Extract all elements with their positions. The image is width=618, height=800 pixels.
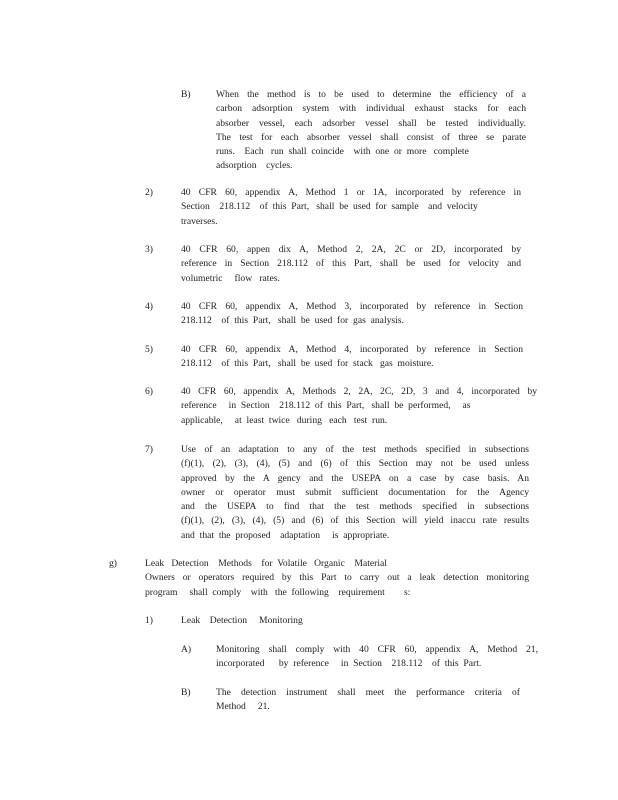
text-line: Method 21. [216, 701, 270, 713]
paragraph-3-method-2 [181, 243, 521, 286]
item-label-4: 4) [145, 301, 153, 312]
text-line: reference in Section 218.112 of this Part, shall be used for velocity and [181, 258, 521, 270]
text-line: 218.112 of this Part, shall be used for stack gas moisture. [181, 358, 434, 370]
text-line: 40 CFR 60, appendix A, Method 4, incorporated by reference in Section [181, 344, 523, 355]
text-line: 40 CFR 60, appendix A, Method 1 or 1A, incorporated by reference in [181, 187, 521, 198]
text-line: Owners or operators required by this Part to carry out a leak detection monitoring [145, 572, 529, 584]
text-line: adsorption cycles. [216, 160, 293, 172]
section-label-g: g) [109, 558, 117, 569]
text-line: 40 CFR 60, appendix A, Method 3, incorporated by reference in Section [181, 301, 523, 312]
text-line: traverses. [181, 215, 218, 227]
item-label-3: 3) [145, 244, 153, 255]
paragraph-2-method-1 [181, 186, 521, 229]
item-label-7: 7) [145, 444, 153, 455]
text-line: approved by the A gency and the USEPA on a case by case basis. An [181, 472, 529, 484]
subsection-heading-monitoring [181, 614, 381, 628]
text-line: program shall comply with the following requirement s: [145, 586, 411, 598]
text-line: volumetric flow rates. [181, 272, 280, 284]
text-line: 218.112 of this Part, shall be used for gas analysis. [181, 315, 404, 327]
paragraph-a-method-21 [216, 643, 538, 672]
text-line: (f)(1), (2), (3), (4), (5) and (6) of this Section will yield inaccu rate results [181, 515, 529, 527]
item-label-g-1: 1) [145, 615, 153, 626]
text-line: Section 218.112 of this Part, shall be used for sample and velocity [181, 201, 478, 213]
item-label-5: 5) [145, 344, 153, 355]
text-line: 40 CFR 60, appen dix A, Method 2, 2A, 2C or 2D, incorporated by [181, 244, 521, 255]
item-label-6: 6) [145, 386, 153, 397]
text-line: The test for each absorber vessel shall consist of three se parate [216, 131, 526, 143]
paragraph-5-method-4 [181, 343, 523, 372]
text-line: 40 CFR 60, appendix A, Methods 2, 2A, 2C, 2D, 3 and 4, incorporated by [181, 386, 537, 397]
text-line: Monitoring shall comply with 40 CFR 60, appendix A, Method 21, [216, 644, 538, 655]
text-line: owner or operator must submit sufficient documentation for the Agency [181, 486, 529, 498]
text-line: (f)(1), (2), (3), (4), (5) and (6) of this Section may not be used unless [181, 458, 529, 470]
item-label-b-detection: B) [181, 687, 191, 698]
text-line: The detection instrument shall meet the performance criteria of [216, 687, 520, 698]
text-line: incorporated by reference in Section 218.112 of this Part. [216, 658, 482, 670]
text-line: carbon adsorption system with individual exhaust stacks for each [216, 103, 526, 115]
paragraph-7-adaptation [181, 443, 529, 543]
paragraph-6-methods [181, 385, 537, 428]
section-heading: Leak Detection Methods for Volatile Organic Material [145, 558, 387, 569]
text-line: and that the proposed adaptation is appropriate. [181, 529, 390, 541]
item-label-a: A) [181, 644, 192, 655]
text-line: applicable, at least twice during each test run. [181, 414, 388, 426]
text-line: Use of an adaptation to any of the test methods specified in subsections [181, 444, 529, 455]
item-label-2: 2) [145, 187, 153, 198]
text-line: runs. Each run shall coincide with one or more complete [216, 146, 469, 158]
section-g-leak-detection [145, 557, 529, 600]
text-line: reference in Section 218.112 of this Part, shall be performed, as [181, 400, 471, 412]
paragraph-b-carbon-adsorption [216, 88, 526, 174]
text-line: and the USEPA to find that the test methods specified in subsections [181, 501, 529, 513]
paragraph-4-method-3 [181, 300, 523, 329]
paragraph-b-detection-instrument [216, 686, 520, 715]
text-line: Leak Detection Monitoring [181, 615, 303, 626]
item-label-b: B) [181, 89, 191, 100]
text-line: absorber vessel, each adsorber vessel shall be tested individually. [216, 117, 526, 129]
text-line: When the method is to be used to determine the efficiency of a [216, 89, 526, 100]
